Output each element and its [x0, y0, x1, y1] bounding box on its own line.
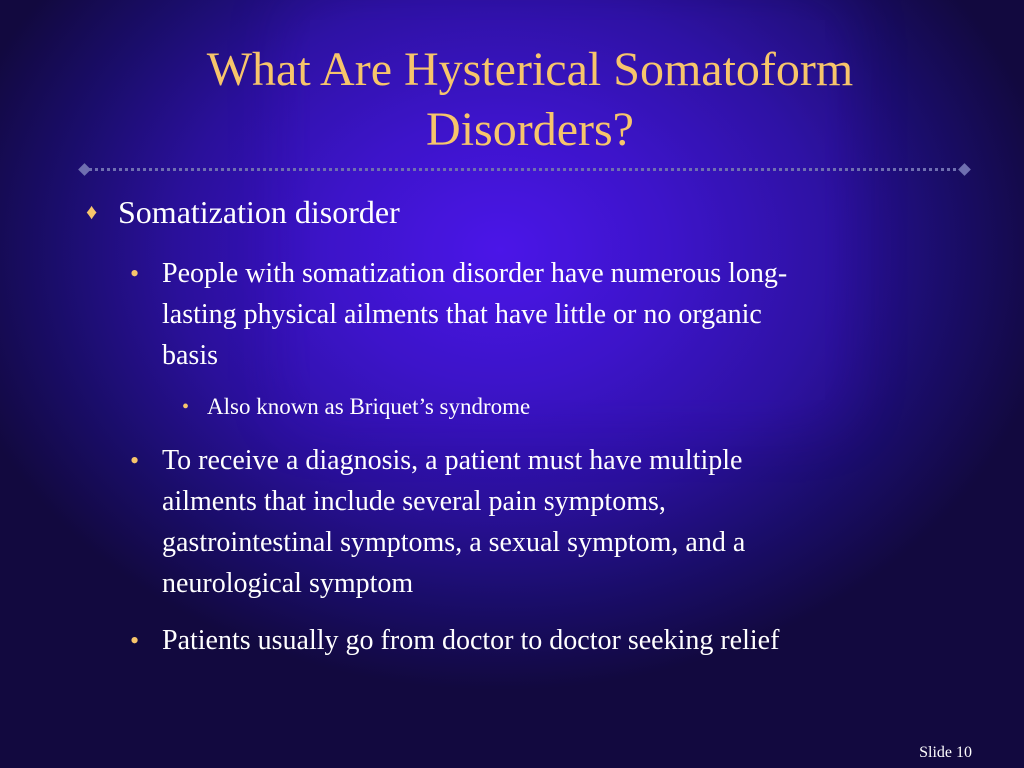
text-line: ailments that include several pain symptoms, [162, 486, 666, 517]
text-line: basis [162, 340, 218, 371]
sub-bullet-text [162, 620, 932, 661]
text-line: gastrointestinal symptoms, a sexual symptom, and a [162, 527, 746, 558]
text-line: lasting physical ailments that have little or no organic [162, 299, 762, 330]
text-line: To receive a diagnosis, a patient must have multiple [162, 445, 743, 476]
text-line: Patients usually go from doctor to doctor seeking relief [162, 625, 780, 656]
dot-bullet-icon: • [182, 396, 190, 418]
diamond-bullet-icon: ♦ [86, 199, 98, 224]
sub-sub-bullet-text: Also known as Briquet’s syndrome [207, 394, 531, 419]
text-line: People with somatization disorder have numerous long- [162, 258, 788, 289]
sub-bullet-text [162, 440, 932, 604]
slide-number: Slide 10 [919, 744, 972, 761]
dot-bullet-icon: • [130, 259, 140, 288]
text-line: neurological symptom [162, 568, 414, 599]
bullet-text: Somatization disorder [118, 194, 400, 230]
sub-bullet-text [162, 253, 932, 376]
dot-bullet-icon: • [130, 626, 140, 655]
slide-title-line-1: What Are Hysterical Somatoform [206, 43, 854, 96]
slide-title-line-2: Disorders? [426, 103, 634, 156]
dot-bullet-icon: • [130, 446, 140, 475]
